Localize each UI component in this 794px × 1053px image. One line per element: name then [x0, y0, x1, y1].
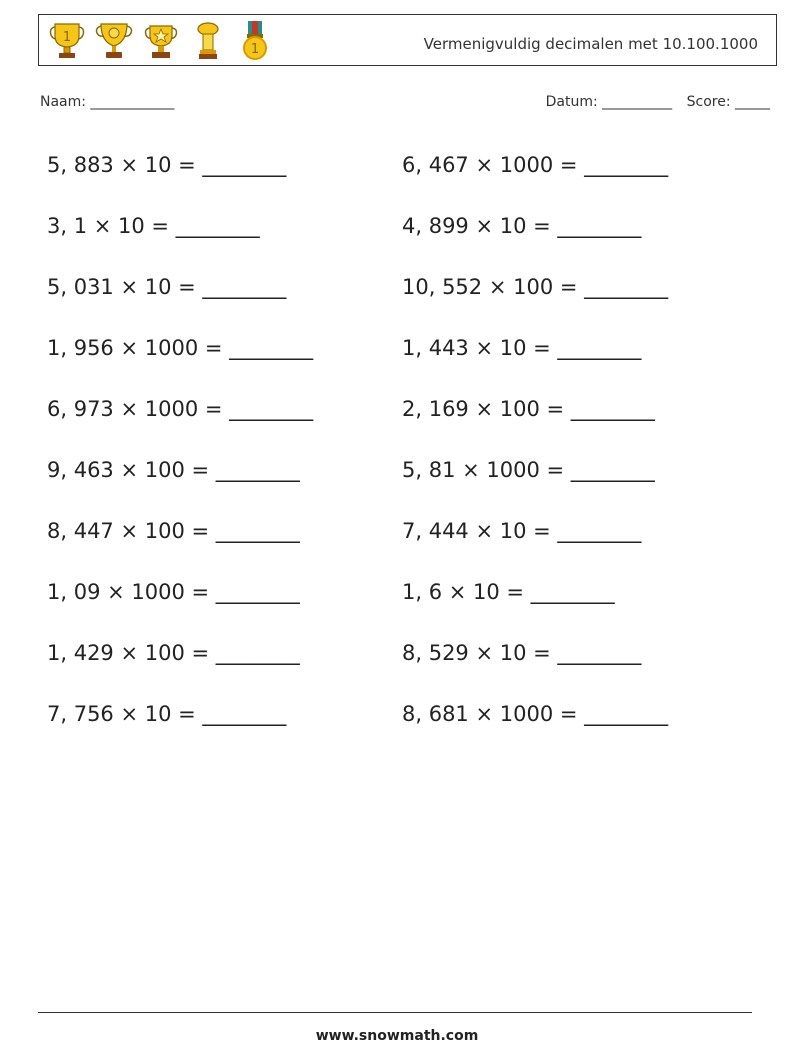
- date-field: Datum: __________: [545, 94, 673, 110]
- problem: 1, 6 × 10 = ________: [402, 580, 615, 604]
- name-field: Naam: ____________: [40, 94, 175, 110]
- date-score-fields: [546, 94, 770, 110]
- problem: 4, 899 × 10 = ________: [402, 214, 642, 238]
- problem-grid: [47, 145, 767, 755]
- problem: 1, 09 × 1000 = ________: [47, 580, 300, 604]
- worksheet-title: Vermenigvuldig decimalen met 10.100.1000: [423, 35, 758, 53]
- problem: 1, 443 × 10 = ________: [402, 336, 642, 360]
- problem: 3, 1 × 10 = ________: [47, 214, 260, 238]
- worksheet-header: [38, 14, 777, 66]
- trophy-row: [47, 20, 275, 62]
- problem: 5, 883 × 10 = ________: [47, 153, 287, 177]
- problem: 2, 169 × 100 = ________: [402, 397, 655, 421]
- problem: 7, 444 × 10 = ________: [402, 519, 642, 543]
- svg-text:1: 1: [250, 42, 260, 57]
- medal-1-icon: [235, 20, 275, 62]
- problem: 8, 529 × 10 = ________: [402, 641, 642, 665]
- trophy-smile-icon: [94, 20, 134, 62]
- problem: 8, 681 × 1000 = ________: [402, 702, 669, 726]
- svg-text:1: 1: [62, 30, 72, 45]
- problem: 5, 031 × 10 = ________: [47, 275, 287, 299]
- problem: 10, 552 × 100 = ________: [402, 275, 669, 299]
- score-field: Score: _____: [686, 94, 770, 110]
- problem: 6, 467 × 1000 = ________: [402, 153, 669, 177]
- trophy-star-icon: [141, 20, 181, 62]
- footer-url[interactable]: www.snowmath.com: [315, 1028, 479, 1044]
- problem: 6, 973 × 1000 = ________: [47, 397, 314, 421]
- problem: 7, 756 × 10 = ________: [47, 702, 287, 726]
- problem: 5, 81 × 1000 = ________: [402, 458, 655, 482]
- trophy-1-icon: [47, 20, 87, 62]
- problem: 9, 463 × 100 = ________: [47, 458, 300, 482]
- problem: 1, 956 × 1000 = ________: [47, 336, 314, 360]
- problem: 1, 429 × 100 = ________: [47, 641, 300, 665]
- problem: 8, 447 × 100 = ________: [47, 519, 300, 543]
- footer-divider: [38, 1012, 752, 1013]
- trophy-pillar-icon: [188, 20, 228, 62]
